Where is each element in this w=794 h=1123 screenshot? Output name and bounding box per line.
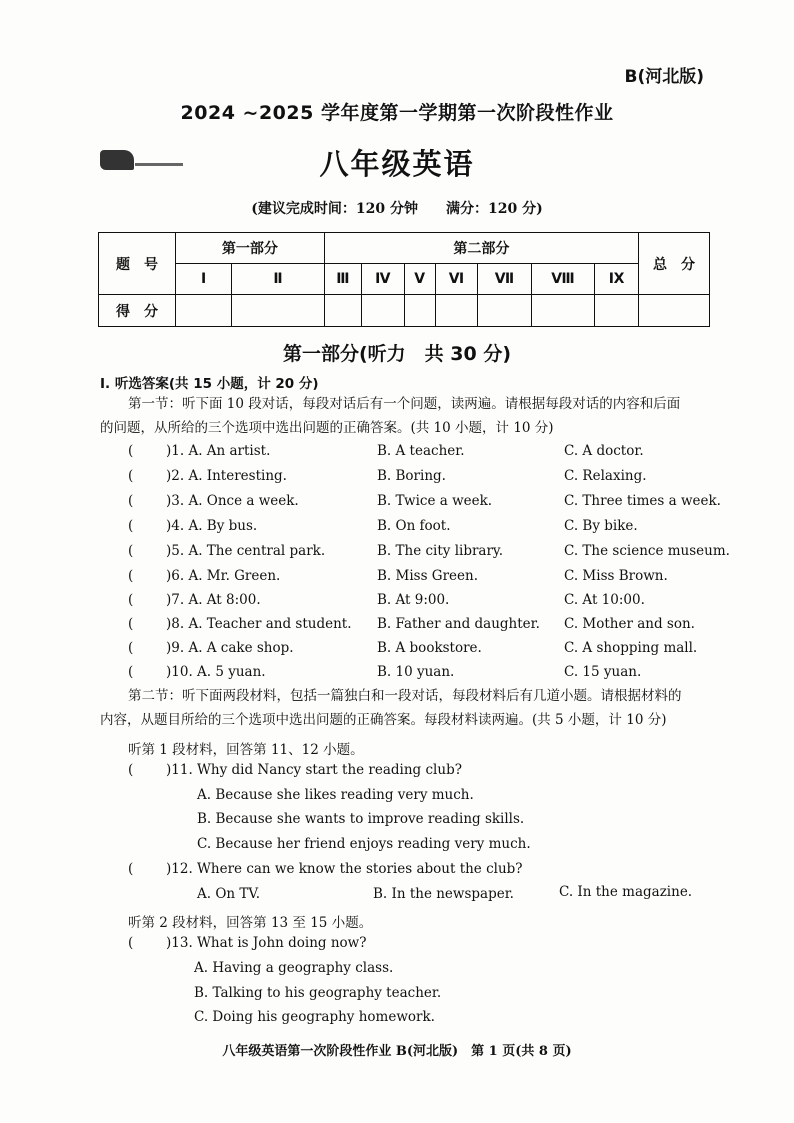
page-footer: 八年级英语第一次阶段性作业 B(河北版) 第 1 页(共 8 页) xyxy=(222,1044,572,1059)
question-option-a: )5. A. The central park. xyxy=(166,543,326,559)
jie1-intro xyxy=(100,392,712,440)
exam-title: 2024 ~2025 学年度第一学期第一次阶段性作业 xyxy=(180,102,614,124)
question-option-c: C. At 10:00. xyxy=(564,592,645,608)
question-option-b: B. Miss Green. xyxy=(377,568,478,584)
score-cell[interactable] xyxy=(404,295,435,327)
answer-paren[interactable]: ( xyxy=(128,762,134,778)
jie2-intro-line: 第二节：听下面两段材料，包括一篇独白和一段对话，每段材料后有几道小题。请根据材料的 xyxy=(128,688,682,704)
answer-paren[interactable]: ( xyxy=(128,518,134,534)
answer-paren[interactable]: ( xyxy=(128,616,134,632)
option-c: C. Because her friend enjoys reading very much. xyxy=(197,836,531,852)
question-option-b: B. 10 yuan. xyxy=(377,664,455,680)
question-option-c: C. A shopping mall. xyxy=(564,640,698,656)
answer-paren[interactable]: ( xyxy=(128,568,134,584)
question-option-b: B. On foot. xyxy=(377,518,451,534)
score-table-part2: 第二部分 xyxy=(324,233,638,264)
jie2-intro xyxy=(100,684,712,732)
score-col-4: Ⅳ xyxy=(361,264,404,295)
question-option-a: )6. A. Mr. Green. xyxy=(166,568,281,584)
option-c: C. Doing his geography homework. xyxy=(194,1009,435,1025)
question-option-a: )10. A. 5 yuan. xyxy=(166,664,266,680)
question-option-b: B. The city library. xyxy=(377,543,504,559)
edition-label: B(河北版) xyxy=(624,67,704,87)
score-cell[interactable] xyxy=(478,295,531,327)
question-option-c: C. A doctor. xyxy=(564,443,644,459)
score-row-label: 得 分 xyxy=(99,295,176,327)
option-b: B. Because she wants to improve reading skills. xyxy=(197,811,525,827)
jie1-intro-line: 的问题，从所给的三个选项中选出问题的正确答案。(共 10 小题，计 10 分) xyxy=(100,420,554,436)
question-option-b: B. At 9:00. xyxy=(377,592,450,608)
jie1-intro-line: 第一节：听下面 10 段对话，每段对话后有一个问题，读两遍。请根据每段对话的内容和后面 xyxy=(128,396,681,412)
option-c: C. In the magazine. xyxy=(559,884,693,900)
question-option-a: )3. A. Once a week. xyxy=(166,493,299,509)
subject-title: 八年级英语 xyxy=(319,147,475,181)
question-option-c: C. By bike. xyxy=(564,518,638,534)
question-option-a: )7. A. At 8:00. xyxy=(166,592,261,608)
score-col-3: Ⅲ xyxy=(324,264,361,295)
score-cell[interactable] xyxy=(435,295,478,327)
score-cell[interactable] xyxy=(232,295,325,327)
question-stem: )13. What is John doing now? xyxy=(166,935,367,951)
score-table-total: 总 分 xyxy=(639,233,710,295)
score-col-2: Ⅱ xyxy=(232,264,325,295)
jie2-intro-line: 内容，从题目所给的三个选项中选出问题的正确答案。每段材料读两遍。(共 5 小题，计 10 分) xyxy=(100,712,667,728)
option-a: A. Having a geography class. xyxy=(194,960,394,976)
section-title: 第一部分(听力 共 30 分) xyxy=(282,343,512,365)
question-option-c: C. Three times a week. xyxy=(564,493,721,509)
question-option-c: C. Mother and son. xyxy=(564,616,695,632)
score-col-7: Ⅶ xyxy=(478,264,531,295)
question-option-a: )2. A. Interesting. xyxy=(166,468,287,484)
part-heading: Ⅰ. 听选答案(共 15 小题，计 20 分) xyxy=(100,376,319,392)
question-option-a: )1. A. An artist. xyxy=(166,443,271,459)
score-cell[interactable] xyxy=(639,295,710,327)
answer-paren[interactable]: ( xyxy=(128,640,134,656)
question-option-b: B. A bookstore. xyxy=(377,640,482,656)
question-option-c: C. 15 yuan. xyxy=(564,664,642,680)
score-table xyxy=(98,232,710,327)
answer-paren[interactable]: ( xyxy=(128,861,134,877)
answer-paren[interactable]: ( xyxy=(128,664,134,680)
material-heading: 听第 1 段材料，回答第 11、12 小题。 xyxy=(128,742,364,758)
answer-paren[interactable]: ( xyxy=(128,493,134,509)
score-col-5: Ⅴ xyxy=(404,264,435,295)
score-col-9: Ⅸ xyxy=(595,264,639,295)
answer-paren[interactable]: ( xyxy=(128,543,134,559)
score-cell[interactable] xyxy=(595,295,639,327)
question-option-c: C. Miss Brown. xyxy=(564,568,668,584)
question-option-c: C. The science museum. xyxy=(564,543,730,559)
question-option-b: B. Boring. xyxy=(377,468,446,484)
answer-paren[interactable]: ( xyxy=(128,443,134,459)
question-option-b: B. A teacher. xyxy=(377,443,465,459)
score-cell[interactable] xyxy=(531,295,595,327)
score-cell[interactable] xyxy=(361,295,404,327)
score-table-part1: 第一部分 xyxy=(176,233,325,264)
option-b: B. In the newspaper. xyxy=(373,886,514,902)
answer-paren[interactable]: ( xyxy=(128,935,134,951)
option-a: A. Because she likes reading very much. xyxy=(197,787,474,803)
option-b: B. Talking to his geography teacher. xyxy=(194,985,442,1001)
score-cell[interactable] xyxy=(176,295,232,327)
answer-paren[interactable]: ( xyxy=(128,592,134,608)
time-note: (建议完成时间：120 分钟 满分：120 分) xyxy=(251,201,543,217)
question-option-a: )8. A. Teacher and student. xyxy=(166,616,352,632)
question-option-a: )4. A. By bus. xyxy=(166,518,258,534)
score-col-8: Ⅷ xyxy=(531,264,595,295)
option-a: A. On TV. xyxy=(197,886,261,902)
question-option-a: )9. A. A cake shop. xyxy=(166,640,294,656)
question-option-c: C. Relaxing. xyxy=(564,468,647,484)
material-heading: 听第 2 段材料，回答第 13 至 15 小题。 xyxy=(128,915,373,931)
question-stem: )11. Why did Nancy start the reading club? xyxy=(166,762,462,778)
question-option-b: B. Father and daughter. xyxy=(377,616,540,632)
score-cell[interactable] xyxy=(324,295,361,327)
score-col-1: Ⅰ xyxy=(176,264,232,295)
answer-paren[interactable]: ( xyxy=(128,468,134,484)
question-option-b: B. Twice a week. xyxy=(377,493,493,509)
question-stem: )12. Where can we know the stories about the club? xyxy=(166,861,523,877)
score-table-label: 题 号 xyxy=(99,233,176,295)
score-col-6: Ⅵ xyxy=(435,264,478,295)
